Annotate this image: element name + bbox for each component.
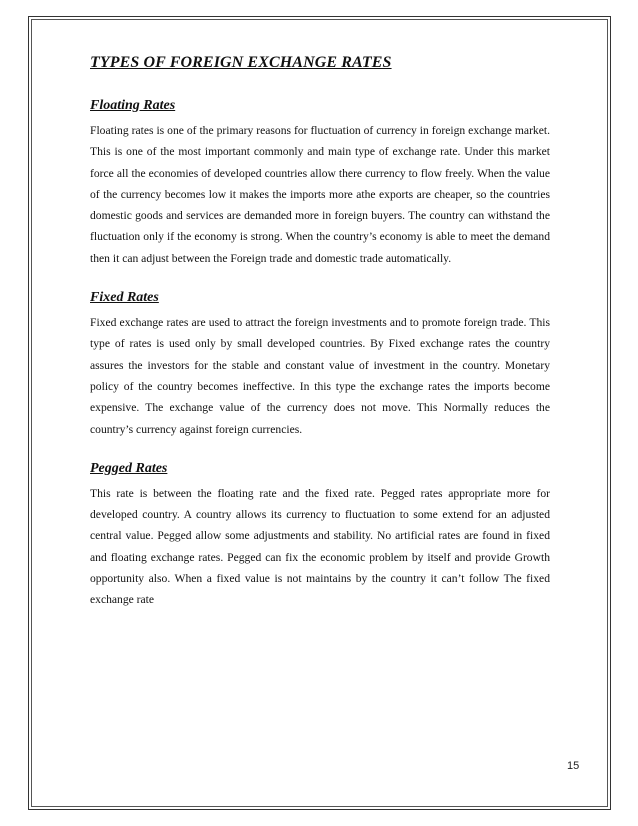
section-heading-floating-rates: Floating Rates <box>90 98 176 113</box>
section-text-floating-rates: Floating rates is one of the primary reasons for fluctuation of currency in foreign exchange market. This is one of the most important commonly and main type of exchange rate. Under this market force all the economies of developed countries allow there currency to flow freely. When the value of the currency becomes low it makes the imports more athe exports are cheaper, so the countries domestic goods and services are demanded more in foreign buyers. The country can withstand the fluctuation only if the economy is strong. When the country’s economy is able to meet the demand then it can adjust between the Foreign trade and domestic trade automatically. <box>90 124 550 265</box>
section-text-fixed-rates: Fixed exchange rates are used to attract the foreign investments and to promote foreign trade. This type of rates is used only by small developed countries. By Fixed exchange rates the country assures the investors for the stable and constant value of investment in the country. Monetary policy of the country becomes ineffective. In this type the exchange rates the imports become expensive. The exchange value of the currency does not move. This Normally reduces the country’s currency against foreign currencies. <box>90 316 550 436</box>
section-pegged-rates <box>90 461 550 611</box>
section-text-pegged-rates: This rate is between the floating rate and the fixed rate. Pegged rates appropriate more for developed country. A country allows its currency to fluctuation to some extend for an adjusted central value. Pegged allow some adjustments and stability. No artificial rates are found in fixed and floating exchange rates. Pegged can fix the economic problem by itself and provide Growth opportunity also. When a fixed value is not maintains by the country it can’t follow The fixed exchange rate <box>90 486 550 607</box>
document-body <box>90 54 550 632</box>
section-fixed-rates <box>90 290 550 440</box>
page-title: TYPES OF FOREIGN EXCHANGE RATES <box>90 54 392 71</box>
section-heading-pegged-rates: Pegged Rates <box>90 460 168 476</box>
page-number: 15 <box>567 760 580 772</box>
section-heading-fixed-rates: Fixed Rates <box>90 290 159 306</box>
section-floating-rates <box>90 98 550 269</box>
